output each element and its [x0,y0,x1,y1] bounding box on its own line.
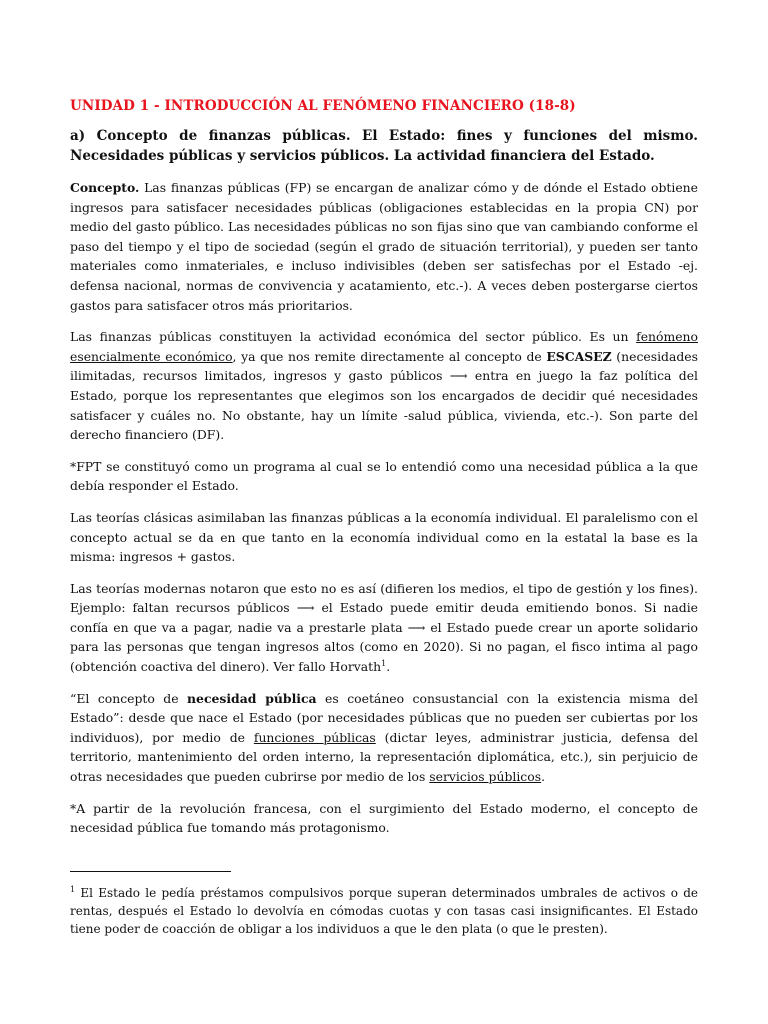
teorias-modernas-end: . [386,659,391,675]
footnote-mark: 1 [70,885,76,894]
paragraph-teorias-clasicas: Las teorías clásicas asimilaban las finanzas públicas a la economía individual. El paralelismo con el concepto actual se da en que tanto en la economía individual como en la estatal la base es la misma: ingresos + gastos. [70,509,698,565]
footnote-text: El Estado le pedía préstamos compulsivos porque superan determinados umbrales de activos o de rentas, después el Estado lo devolvía en cómodas cuotas y con tasas casi insignificantes. El Estado tiene poder de coacción de obligar a los individuos a que le den plata (o que le presten). [70,886,698,936]
document-page [70,96,698,838]
funciones-publicas-underlined: funciones públicas [253,729,376,745]
section-subtitle: a) Concepto de finanzas públicas. El Estado: fines y funciones del mismo. Necesidades públicas y servicios públicos. La actividad financiera del Estado. [70,128,698,164]
teorias-modernas-text: Las teorías modernas notaron que esto no es así (difieren los medios, el tipo de gestión y los fines). Ejemplo: faltan recursos públicos ⟶ el Estado puede emitir deuda emitiendo bonos. Si nadie confía en que va a pagar, nadie va a prestarle plata ⟶ el Estado puede crear un aporte solidario para las personas que tengan ingresos altos (como en 2020). Si no pagan, el fisco intima al pago (obtención coactiva del dinero). Ver fallo Horvath [70,580,698,675]
fenomeno-economico-underlined: fenómeno esencialmente económico [70,329,698,364]
footnote-reference[interactable]: 1 [381,658,387,668]
paragraph-fpt: *FPT se constituyó como un programa al cual se lo entendió como una necesidad pública a la que debía responder el Estado. [70,458,698,494]
escasez-text-c: (necesidades ilimitadas, recursos limitados, ingresos y gasto públicos ⟶ entra en juego la faz política del Estado, porque los representantes que elegimos son los encargados de decidir qué necesidades satisfacer y cuáles no. No obstante, hay un límite -salud pública, vivienda, etc.-). Son parte del derecho financiero (DF). [70,348,698,443]
footnote-separator [70,871,231,872]
concepto-lead: Concepto. [70,180,140,195]
paragraph-concepto [70,178,698,315]
paragraph-teorias-modernas [70,579,698,677]
necesidad-text-d: . [541,769,546,785]
servicios-publicos-underlined: servicios públicos [429,769,542,785]
footnote-1 [70,884,698,938]
unit-title: UNIDAD 1 - INTRODUCCIÓN AL FENÓMENO FINANCIERO (18-8) [70,98,576,114]
escasez-text-b: , ya que nos remite directamente al concepto de [232,348,547,364]
necesidad-text-b: es coetáneo consustancial con la existencia misma del Estado”: desde que nace el Estado (por necesidades públicas que no pueden ser cubiertas por los individuos), por medio de [70,690,698,745]
escasez-bold: ESCASEZ [546,348,612,364]
necesidad-text-c: (dictar leyes, administrar justicia, defensa del territorio, mantenimiento del orden interno, la representación diplomática, etc.), sin perjuicio de otras necesidades que pueden cubrirse por medio de los [70,729,698,785]
paragraph-revolucion-francesa: *A partir de la revolución francesa, con el surgimiento del Estado moderno, el concepto de necesidad pública fue tomando más protagonismo. [70,800,698,836]
escasez-text-a: Las finanzas públicas constituyen la actividad económica del sector público. Es un [70,329,637,345]
paragraph-necesidad-publica [70,689,698,787]
concepto-text: Las finanzas públicas (FP) se encargan de analizar cómo y de dónde el Estado obtiene ingresos para satisfacer necesidades públicas (obligaciones establecidas en la propia CN) por medio del gasto público. Las necesidades públicas no son fijas sino que van cambiando conforme el paso del tiempo y el tipo de sociedad (según el grado de situación territorial), y pueden ser tanto materiales como inmateriales, e incluso indivisibles (deben ser satisfechas por el Estado -ej. defensa nacional, normas de convivencia y acatamiento, etc.-). A veces deben postergarse ciertos gastos para satisfacer otros más prioritarios. [70,180,698,313]
necesidad-publica-bold: necesidad pública [187,690,317,706]
paragraph-escasez [70,327,698,445]
necesidad-text-a: “El concepto de [70,690,188,706]
